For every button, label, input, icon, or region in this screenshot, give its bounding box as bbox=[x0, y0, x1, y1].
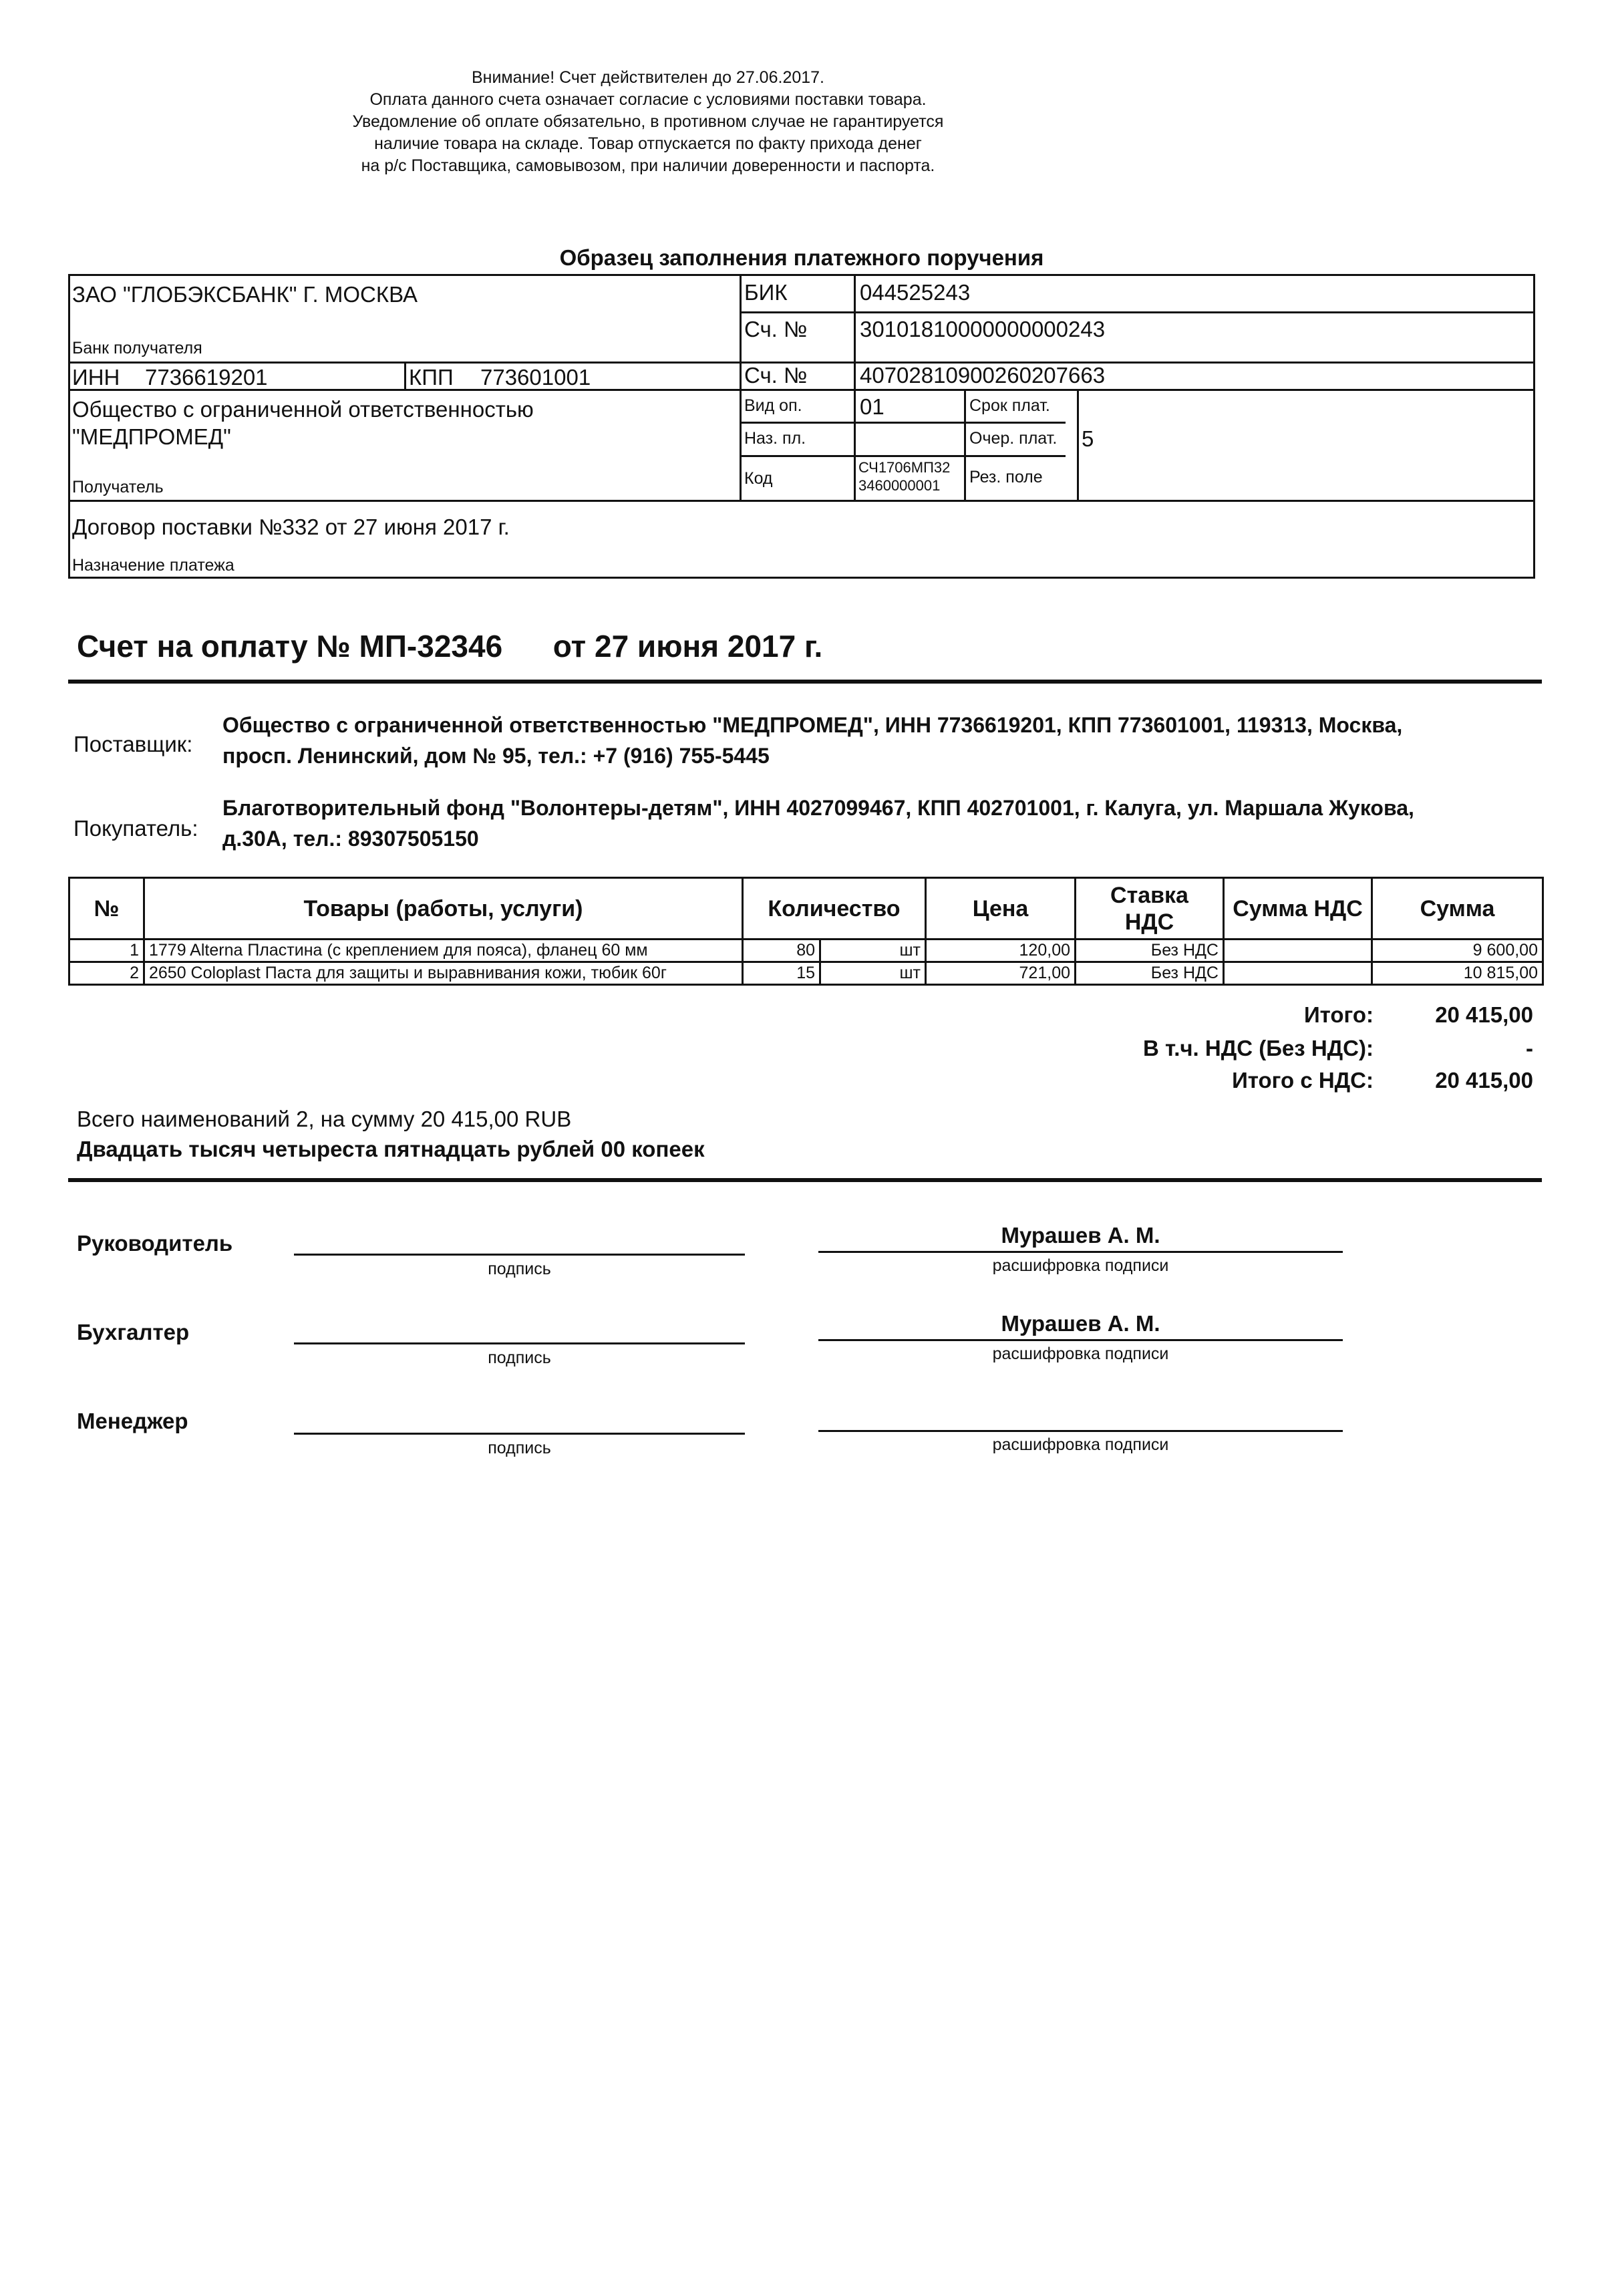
row-name: 1779 Alterna Пластина (с креплением для пояса), фланец 60 мм bbox=[144, 940, 743, 962]
kpp-value: 773601001 bbox=[480, 365, 591, 390]
recipient-line: "МЕДПРОМЕД" bbox=[72, 424, 231, 449]
row-vat-rate: Без НДС bbox=[1076, 962, 1224, 985]
row-divider bbox=[740, 422, 1066, 424]
signature-line bbox=[294, 1342, 745, 1344]
payment-sample-title: Образец заполнения платежного поручения bbox=[559, 245, 1044, 270]
col-divider bbox=[740, 274, 742, 500]
row-divider bbox=[68, 389, 1535, 391]
supplier-label: Поставщик: bbox=[73, 732, 193, 756]
bik-label: БИК bbox=[744, 280, 788, 305]
vat-rate-header-line: НДС bbox=[1124, 909, 1174, 935]
ocher-value: 5 bbox=[1082, 426, 1094, 451]
notice-line: Внимание! Счет действителен до 27.06.2017. bbox=[471, 68, 824, 87]
notice-line: Уведомление об оплате обязательно, в противном случае не гарантируется bbox=[352, 112, 944, 131]
row-qty: 15 bbox=[743, 962, 820, 985]
purpose-text: Договор поставки №332 от 27 июня 2017 г. bbox=[72, 515, 510, 539]
buyer-details bbox=[222, 793, 1542, 854]
total-label: Итого: bbox=[1303, 1002, 1374, 1027]
col-name-header: Товары (работы, услуги) bbox=[144, 878, 743, 940]
row-divider bbox=[68, 500, 1535, 502]
account-label: Сч. № bbox=[744, 363, 808, 388]
decode-caption: расшифровка подписи bbox=[992, 1435, 1169, 1454]
decode-caption: расшифровка подписи bbox=[992, 1344, 1169, 1363]
row-num: 1 bbox=[69, 940, 144, 962]
purpose-label: Назначение платежа bbox=[72, 556, 234, 575]
account-value: 40702810900260207663 bbox=[860, 363, 1106, 388]
supplier-line: просп. Ленинский, дом № 95, тел.: +7 (916) 755-5445 bbox=[222, 744, 770, 768]
srok-label: Срок плат. bbox=[969, 396, 1050, 415]
bik-value: 044525243 bbox=[860, 280, 971, 305]
row-num: 2 bbox=[69, 962, 144, 985]
accountant-role: Бухгалтер bbox=[77, 1320, 190, 1344]
signature-line bbox=[294, 1254, 745, 1256]
bank-label: Банк получателя bbox=[72, 339, 202, 357]
vid-op-value: 01 bbox=[860, 394, 884, 419]
total-with-vat-label: Итого с НДС: bbox=[1232, 1068, 1374, 1093]
signature-line bbox=[294, 1433, 745, 1435]
summary-rule bbox=[68, 1178, 1542, 1182]
goods-table bbox=[68, 877, 1544, 986]
validity-notice bbox=[200, 67, 1096, 177]
corr-label: Сч. № bbox=[744, 317, 808, 341]
director-role: Руководитель bbox=[77, 1231, 233, 1256]
inn-value: 7736619201 bbox=[145, 365, 268, 390]
kod-line: СЧ1706МП32 bbox=[858, 459, 951, 476]
col-qty-header: Количество bbox=[743, 878, 926, 940]
corr-account: 30101810000000000243 bbox=[860, 317, 1106, 341]
total-with-vat-value: 20 415,00 bbox=[1435, 1068, 1533, 1093]
row-vat-sum bbox=[1224, 940, 1372, 962]
col-divider bbox=[1077, 389, 1079, 500]
manager-role: Менеджер bbox=[77, 1409, 188, 1433]
rez-label: Рез. поле bbox=[969, 468, 1043, 486]
table-row bbox=[69, 962, 1543, 985]
vat-label: В т.ч. НДС (Без НДС): bbox=[1142, 1036, 1374, 1060]
vat-rate-header-line: Ставка bbox=[1110, 882, 1188, 908]
notice-line: Оплата данного счета означает согласие с условиями поставки товара. bbox=[369, 90, 927, 109]
col-vat-sum-header: Сумма НДС bbox=[1224, 878, 1372, 940]
notice-line: наличие товара на складе. Товар отпускается по факту прихода денег bbox=[374, 134, 922, 153]
buyer-label: Покупатель: bbox=[73, 816, 198, 841]
items-count-summary: Всего наименований 2, на сумму 20 415,00 RUB bbox=[77, 1107, 572, 1131]
accountant-name: Мурашев А. М. bbox=[1001, 1311, 1160, 1336]
vid-op-label: Вид оп. bbox=[744, 396, 802, 415]
vat-value: - bbox=[1526, 1036, 1533, 1060]
decode-line bbox=[818, 1251, 1343, 1253]
kpp-label: КПП bbox=[409, 365, 454, 390]
supplier-details bbox=[222, 710, 1542, 771]
goods-header-row bbox=[69, 878, 1543, 940]
row-divider bbox=[740, 455, 1066, 457]
amount-in-words: Двадцать тысяч четыреста пятнадцать рублей 00 копеек bbox=[77, 1137, 705, 1161]
naz-label: Наз. пл. bbox=[744, 429, 806, 448]
col-price-header: Цена bbox=[926, 878, 1076, 940]
ocher-label: Очер. плат. bbox=[969, 429, 1058, 448]
row-divider bbox=[740, 311, 1535, 313]
recipient-label: Получатель bbox=[72, 478, 164, 496]
row-vat-rate: Без НДС bbox=[1076, 940, 1224, 962]
buyer-line: д.30А, тел.: 89307505150 bbox=[222, 827, 479, 851]
col-divider bbox=[404, 362, 406, 389]
col-num-header: № bbox=[69, 878, 144, 940]
recipient-line: Общество с ограниченной ответственностью bbox=[72, 397, 534, 422]
row-sum: 10 815,00 bbox=[1372, 962, 1543, 985]
row-price: 120,00 bbox=[926, 940, 1076, 962]
buyer-line: Благотворительный фонд "Волонтеры-детям", ИНН 4027099467, КПП 402701001, г. Калуга, ул. Маршала Жукова, bbox=[222, 796, 1414, 820]
director-name: Мурашев А. М. bbox=[1001, 1223, 1160, 1248]
total-value: 20 415,00 bbox=[1435, 1002, 1533, 1027]
payment-sample-table bbox=[68, 274, 1535, 579]
row-price: 721,00 bbox=[926, 962, 1076, 985]
signature-caption: подпись bbox=[488, 1260, 551, 1278]
signature-caption: подпись bbox=[488, 1439, 551, 1457]
kod-line: 3460000001 bbox=[858, 477, 941, 494]
row-unit: шт bbox=[820, 962, 926, 985]
supplier-line: Общество с ограниченной ответственностью "МЕДПРОМЕД", ИНН 7736619201, КПП 773601001, 119313, Москва, bbox=[222, 713, 1403, 737]
row-qty: 80 bbox=[743, 940, 820, 962]
row-vat-sum bbox=[1224, 962, 1372, 985]
col-divider bbox=[854, 274, 856, 500]
kod-value bbox=[858, 458, 950, 494]
row-unit: шт bbox=[820, 940, 926, 962]
title-rule bbox=[68, 680, 1542, 684]
table-row bbox=[69, 940, 1543, 962]
notice-line: на р/с Поставщика, самовывозом, при наличии доверенности и паспорта. bbox=[361, 156, 935, 175]
bank-name: ЗАО "ГЛОБЭКСБАНК" Г. МОСКВА bbox=[72, 282, 418, 307]
decode-line bbox=[818, 1339, 1343, 1341]
invoice-title bbox=[77, 628, 822, 664]
row-sum: 9 600,00 bbox=[1372, 940, 1543, 962]
invoice-number: Счет на оплату № МП-32346 bbox=[77, 629, 503, 664]
signature-caption: подпись bbox=[488, 1348, 551, 1367]
col-sum-header: Сумма bbox=[1372, 878, 1543, 940]
kod-label: Код bbox=[744, 469, 773, 488]
row-name: 2650 Coloplast Паста для защиты и выравнивания кожи, тюбик 60г bbox=[144, 962, 743, 985]
decode-caption: расшифровка подписи bbox=[992, 1256, 1169, 1275]
col-divider bbox=[964, 389, 966, 500]
col-vat-rate-header bbox=[1076, 878, 1224, 940]
invoice-date: от 27 июня 2017 г. bbox=[552, 629, 823, 664]
decode-line bbox=[818, 1430, 1343, 1432]
inn-label: ИНН bbox=[72, 365, 120, 390]
